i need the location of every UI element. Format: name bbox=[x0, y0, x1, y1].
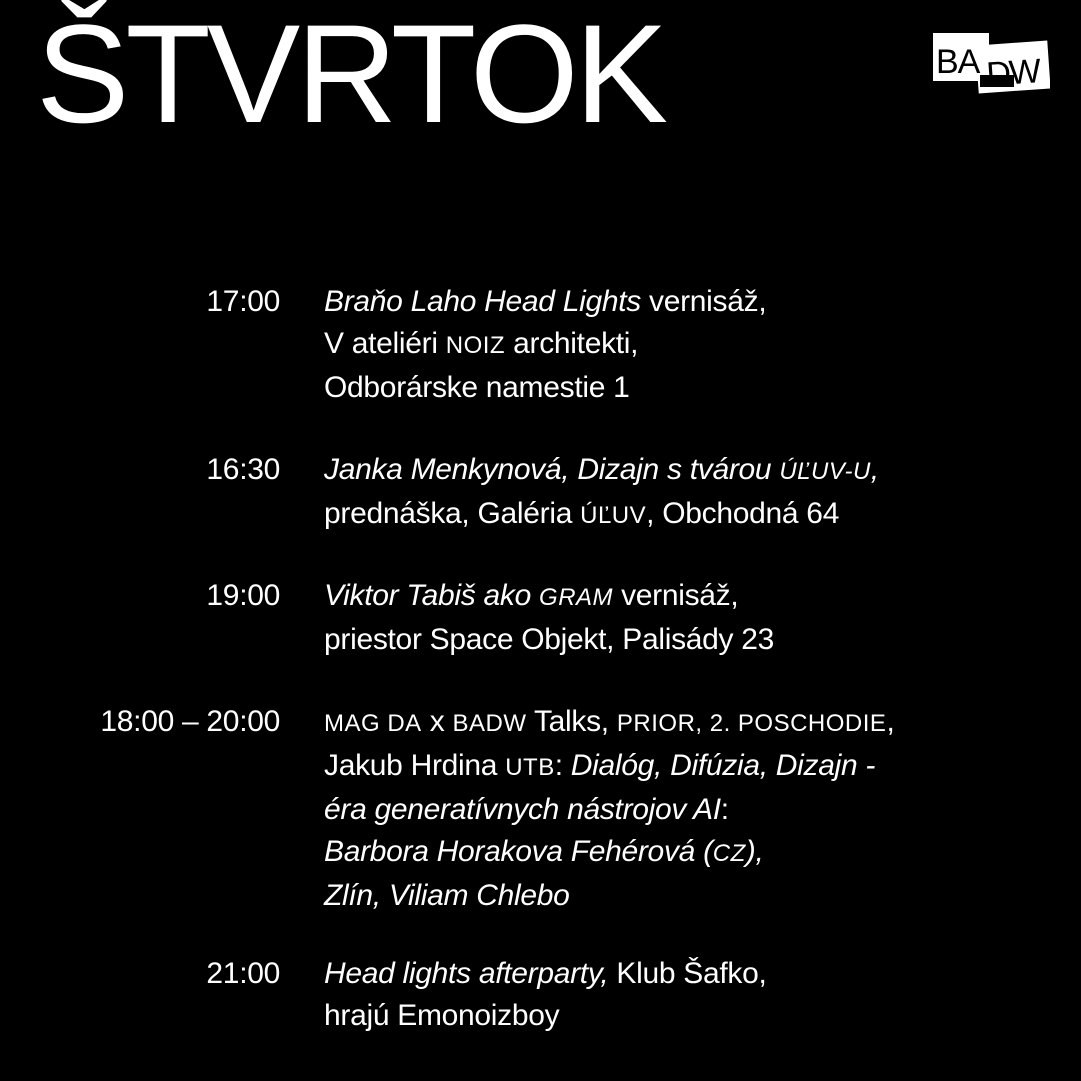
text-segment: : bbox=[720, 793, 729, 826]
event-time: 21:00 bbox=[206, 957, 280, 990]
text-segment: Head lights afterparty, bbox=[324, 957, 609, 990]
text-segment: Zlín, Viliam Chlebo bbox=[324, 879, 570, 912]
event-item bbox=[0, 281, 1081, 404]
text-segment: , Obchodná 64 bbox=[646, 497, 840, 530]
text-segment: hrajú Emonoizboy bbox=[324, 999, 560, 1032]
text-segment: priestor Space Objekt, Palisády 23 bbox=[324, 623, 775, 656]
badw-logo-graphic bbox=[932, 30, 1050, 94]
text-segment: vernisáž, bbox=[613, 579, 739, 612]
text-segment: ÚĽUV bbox=[580, 502, 647, 529]
text-segment: Talks, bbox=[526, 705, 617, 738]
text-segment: CZ bbox=[712, 840, 746, 867]
text-segment: GRAM bbox=[539, 584, 614, 611]
text-segment: Viktor Tabiš ako bbox=[324, 579, 540, 612]
page-title: ŠTVRTOK bbox=[36, 0, 665, 152]
text-segment: PRIOR, 2. POSCHODIE bbox=[616, 710, 887, 737]
text-segment: Janka Menkynová, Dizajn s tvárou bbox=[324, 453, 780, 486]
event-description bbox=[324, 953, 1064, 1037]
event-time: 19:00 bbox=[206, 579, 280, 612]
event-description bbox=[324, 575, 1064, 661]
text-segment: Barbora Horakova Fehérová ( bbox=[324, 835, 713, 868]
text-segment: ), bbox=[745, 835, 764, 868]
event-time: 16:30 bbox=[206, 453, 280, 486]
text-segment: ÚĽUV-U bbox=[779, 458, 871, 485]
text-segment: architekti, bbox=[505, 327, 639, 360]
event-description-line bbox=[324, 953, 1064, 995]
text-segment: UTB bbox=[505, 754, 555, 781]
text-segment: éra generatívnych nástrojov AI bbox=[324, 793, 721, 826]
event-description-line bbox=[324, 493, 1064, 537]
event-description-line bbox=[324, 323, 1064, 367]
event-time: 18:00 – 20:00 bbox=[100, 705, 280, 738]
event-description-line bbox=[324, 789, 1064, 831]
text-segment: Odborárske namestie 1 bbox=[324, 371, 630, 404]
text-segment: Braňo Laho Head Lights bbox=[324, 285, 641, 318]
event-item bbox=[0, 449, 1081, 530]
text-segment: , bbox=[886, 705, 895, 738]
event-description-line bbox=[324, 875, 1064, 917]
svg-text:DW: DW bbox=[985, 52, 1041, 94]
event-description-line bbox=[324, 449, 1064, 493]
text-segment: BADW bbox=[452, 710, 527, 737]
event-description-line bbox=[324, 745, 1064, 789]
event-description-line bbox=[324, 281, 1064, 323]
event-description-line bbox=[324, 701, 1064, 745]
badw-logo bbox=[932, 30, 1050, 94]
text-segment: : bbox=[554, 749, 571, 782]
event-item bbox=[0, 575, 1081, 656]
text-segment: vernisáž, bbox=[640, 285, 767, 318]
text-segment: Jakub Hrdina bbox=[324, 749, 506, 782]
event-description bbox=[324, 281, 1064, 409]
text-segment: x bbox=[421, 705, 453, 738]
text-segment: MAG DA bbox=[324, 710, 422, 737]
text-segment: V ateliéri bbox=[324, 327, 446, 360]
event-description bbox=[324, 701, 1064, 917]
text-segment: NOIZ bbox=[445, 332, 506, 359]
text-segment: Dialóg, Difúzia, Dizajn - bbox=[570, 749, 876, 782]
text-segment: Klub Šafko, bbox=[608, 957, 767, 990]
text-segment: , bbox=[870, 453, 879, 486]
event-description-line bbox=[324, 619, 1064, 661]
event-description bbox=[324, 449, 1064, 537]
text-segment: prednáška, Galéria bbox=[324, 497, 581, 530]
event-item bbox=[0, 953, 1081, 1032]
event-description-line bbox=[324, 995, 1064, 1037]
event-description-line bbox=[324, 575, 1064, 619]
event-item bbox=[0, 701, 1081, 912]
event-description-line bbox=[324, 367, 1064, 409]
event-time: 17:00 bbox=[206, 285, 280, 318]
svg-text:BA: BA bbox=[936, 43, 980, 81]
event-description-line bbox=[324, 831, 1064, 875]
